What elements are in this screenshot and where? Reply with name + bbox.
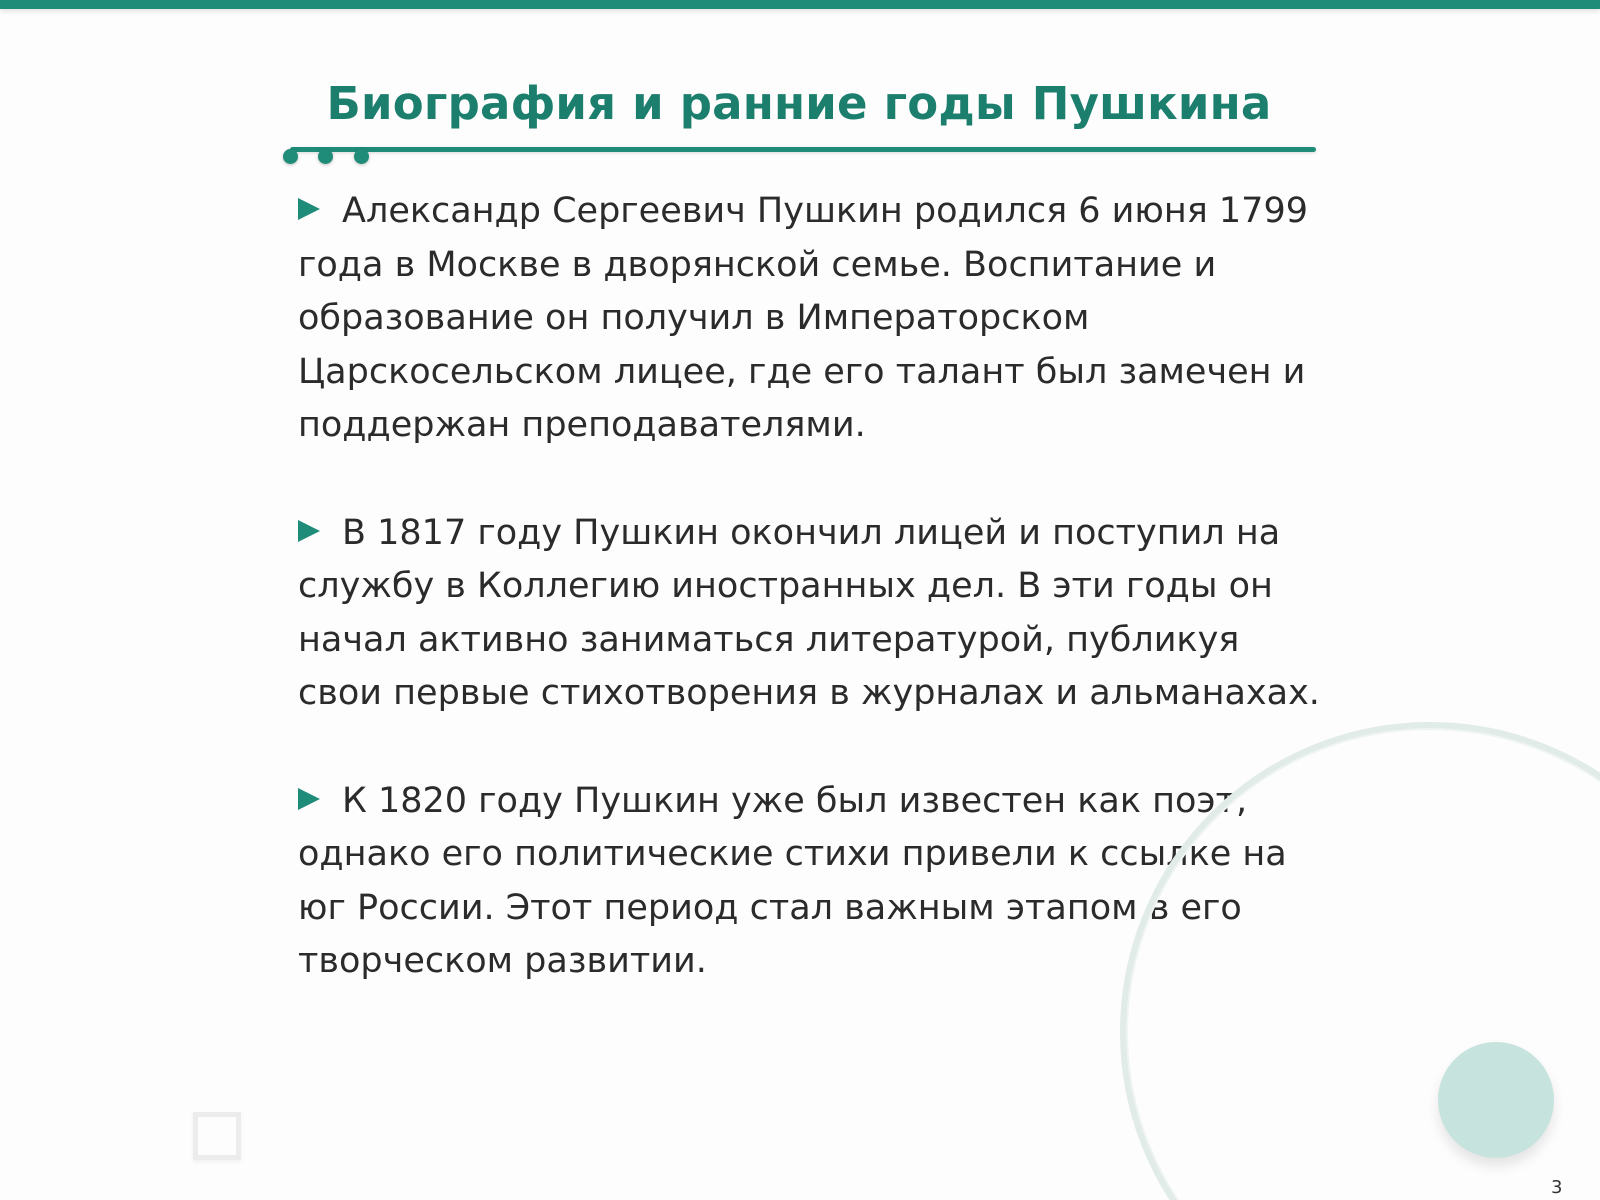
- triangle-right-icon: [298, 198, 320, 220]
- triangle-right-icon: [298, 520, 320, 542]
- bullet-text: К 1820 году Пушкин уже был известен как поэт, однако его политические стихи привели к ссылке на юг России. Этот период стал важным этапом в его творческом развитии.: [298, 780, 1287, 981]
- decorative-dot-icon: [318, 149, 333, 164]
- page-number: 3: [1551, 1177, 1563, 1198]
- bullet-item: [298, 507, 1328, 721]
- top-accent-bar: [0, 0, 1600, 9]
- triangle-right-icon: [298, 788, 320, 810]
- title-underline: [290, 147, 1316, 152]
- decorative-circle: [1438, 1042, 1554, 1158]
- bullet-item: [298, 185, 1328, 453]
- decorative-dot-icon: [354, 149, 369, 164]
- decorative-square: [193, 1112, 241, 1160]
- bullet-text: Александр Сергеевич Пушкин родился 6 июня 1799 года в Москве в дворянской семье. Воспитание и образование он получил в Императорском Царскосельском лицее, где его талант был замечен и поддержан преподавателями.: [298, 191, 1308, 445]
- decorative-dot-icon: [283, 149, 298, 164]
- slide-title: Биография и ранние годы Пушкина: [326, 77, 1272, 130]
- bullet-text: В 1817 году Пушкин окончил лицей и поступил на службу в Коллегию иностранных дел. В эти годы он начал активно заниматься литературой, публикуя свои первые стихотворения в журналах и альманахах.: [298, 512, 1320, 713]
